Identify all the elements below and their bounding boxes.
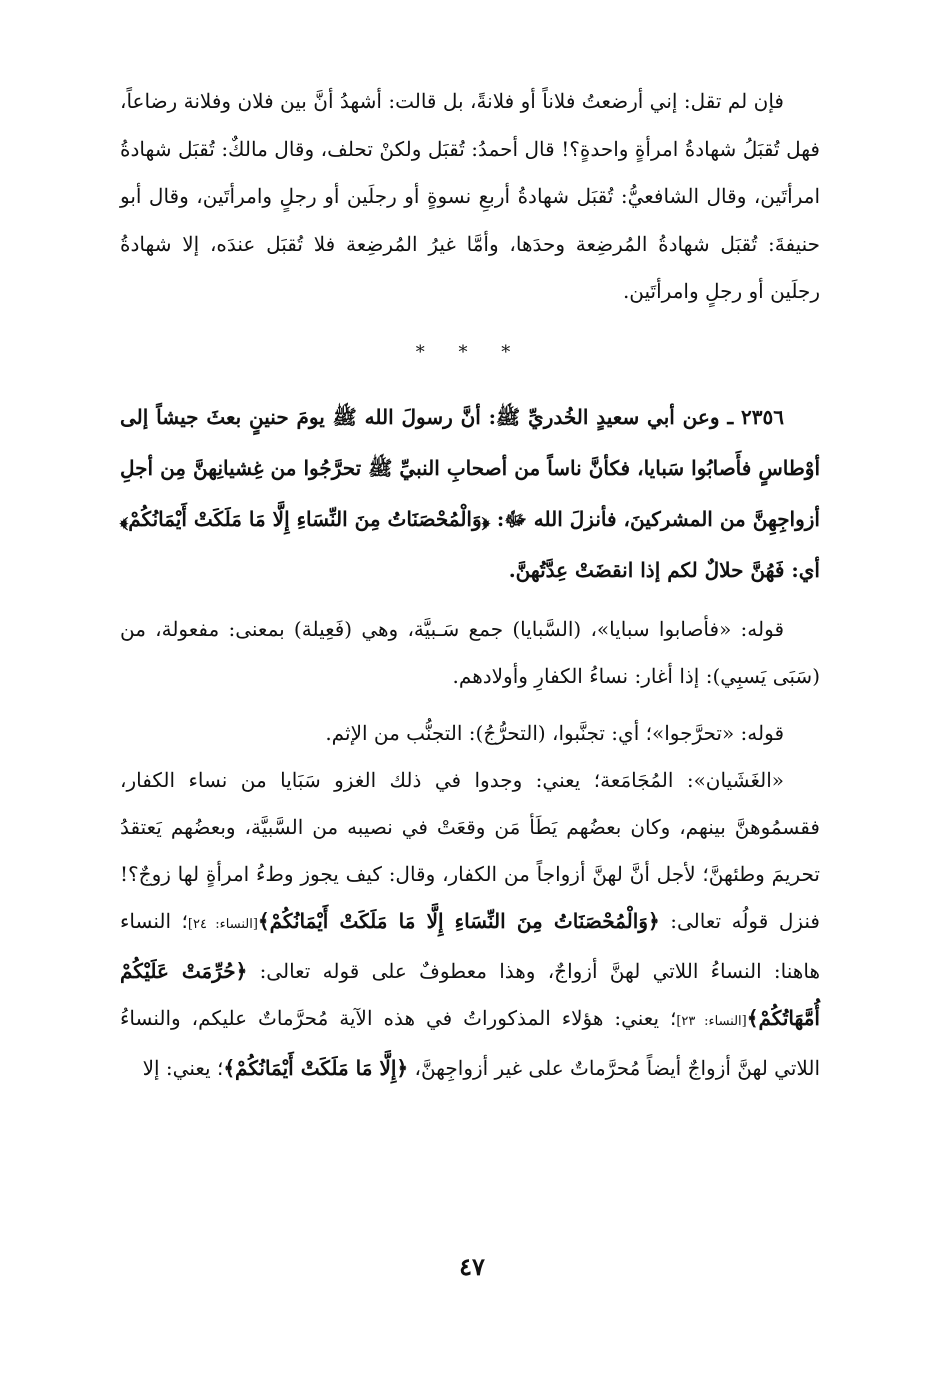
hadith-intro: ٢٣٥٦ ـ وعن أبي سعيدٍ الخُدريِّ ﷺ: أنَّ رسولَ الله ﷺ يومَ حنينٍ بعثَ جيشاً إلى أوْطاسٍ فأَصابُوا سَبايا، فكأنَّ ناساً من أصحابِ النبيِّ ﷺ تحرَّجُوا من غِشيانِهنَّ مِن أجلِ أزواجِهِنَّ من المشركينَ، فأنزلَ الله ﷻ: [120,404,820,531]
quran-verse-hurrimat: ﴿حُرِّمَتْ عَلَيْكُمْ أُمَّهَاتُكُمْ﴾ [120,958,820,1030]
quran-verse: ﴿وَالْمُحْصَنَاتُ مِنَ النِّسَاءِ إِلَّا مَا مَلَكَتْ أَيْمَانُكُمْ﴾ [120,506,490,531]
verse-reference-24: [النساء: ٢٤] [187,916,258,932]
hadith-text [120,392,820,596]
paragraph-witness-ruling: فإن لم تقل: إني أرضعتُ فلاناً أو فلانةً، بل قالت: أشهدُ أنَّ بين فلان وفلانة رضاعاً، فهل تُقبَلُ شهادةُ امرأةٍ واحدةٍ؟! قال أحمدُ: تُقبَل ولكنْ تحلف، وقال مالكٌ: تُقبَل شهادةُ امرأتَين، وقال الشافعيُّ: تُقبَل شهادةُ أربعِ نسوةٍ أو رجلَين أو رجلٍ وامرأتَين، وقال أبو حنيفةَ: تُقبَل شهادةُ المُرضِعة وحدَها، وأمَّا غيرُ المُرضِعة فلا تُقبَل عندَه، إلا شهادةُ رجلَين أو رجلٍ وامرأتَين. [120,89,820,303]
quran-verse-muhsanat: ﴿وَالْمُحْصَنَاتُ مِنَ النِّسَاءِ إِلَّا مَا مَلَكَتْ أَيْمَانُكُمْ﴾ [257,908,660,933]
section-divider: * * * [415,341,525,363]
hadith-ending: أي: فَهُنَّ حلالٌ لكم إذا انقضَتْ عِدَّتُهنَّ. [508,557,820,582]
verse-reference-23: [النساء: ٢٣] [676,1013,747,1029]
page-number: ٤٧ [459,1252,485,1281]
commentary-text-a: «الغَشَيان»: المُجَامَعة؛ يعني: وجدوا في ذلك الغزو سَبَايا من نساء الكفار، فقسمُوهنَّ بينهم، وكان بعضُهم يَطَأ مَن وقعَتْ في نصيبه من السَّبيَّة، وبعضُهم يَعتقدُ تحريمَ وطئهنَّ؛ لأجل أنَّ لهنَّ أزواجاً من الكفار، وقال: كيف يجوز وطءُ امرأةٍ لها زوجٌ؟! فنزل قولُه تعالى: [120,767,820,933]
commentary-sabaya: قوله: «فأصابوا سبايا»، (السَّبايا) جمع سَـبيَّة، وهي (فَعِيلة) بمعنى: مفعولة، من (سَبَى يَسبِي): إذا أغار: نساءُ الكفارِ وأولادهم. [120,616,820,688]
commentary-text-d: ؛ يعني: إلا [142,1055,224,1080]
commentary-taharraju: قوله: «تحرَّجوا»؛ أي: تجنَّبوا، (التحرُّجُ): التجنُّب من الإثم. [325,720,784,745]
commentary-ghashayan [120,757,820,1092]
quran-verse-illa: ﴿إِلَّا مَا مَلَكَتْ أَيْمَانُكُمْ﴾ [223,1055,409,1080]
commentary-text-c: ؛ يعني: هؤلاء المذكوراتُ في هذه الآية مُحرَّماتٌ عليكم، والنساءُ اللاتي لهنَّ أزواجٌ أيضاً مُحرَّماتٌ على غير أزواجِهنَّ، [120,1005,820,1080]
page-body [120,78,820,1298]
commentary-text-b: ؛ النساء هاهنا: النساءُ اللاتي لهنَّ أزواجٌ، وهذا معطوفٌ على قوله تعالى: [120,908,820,983]
